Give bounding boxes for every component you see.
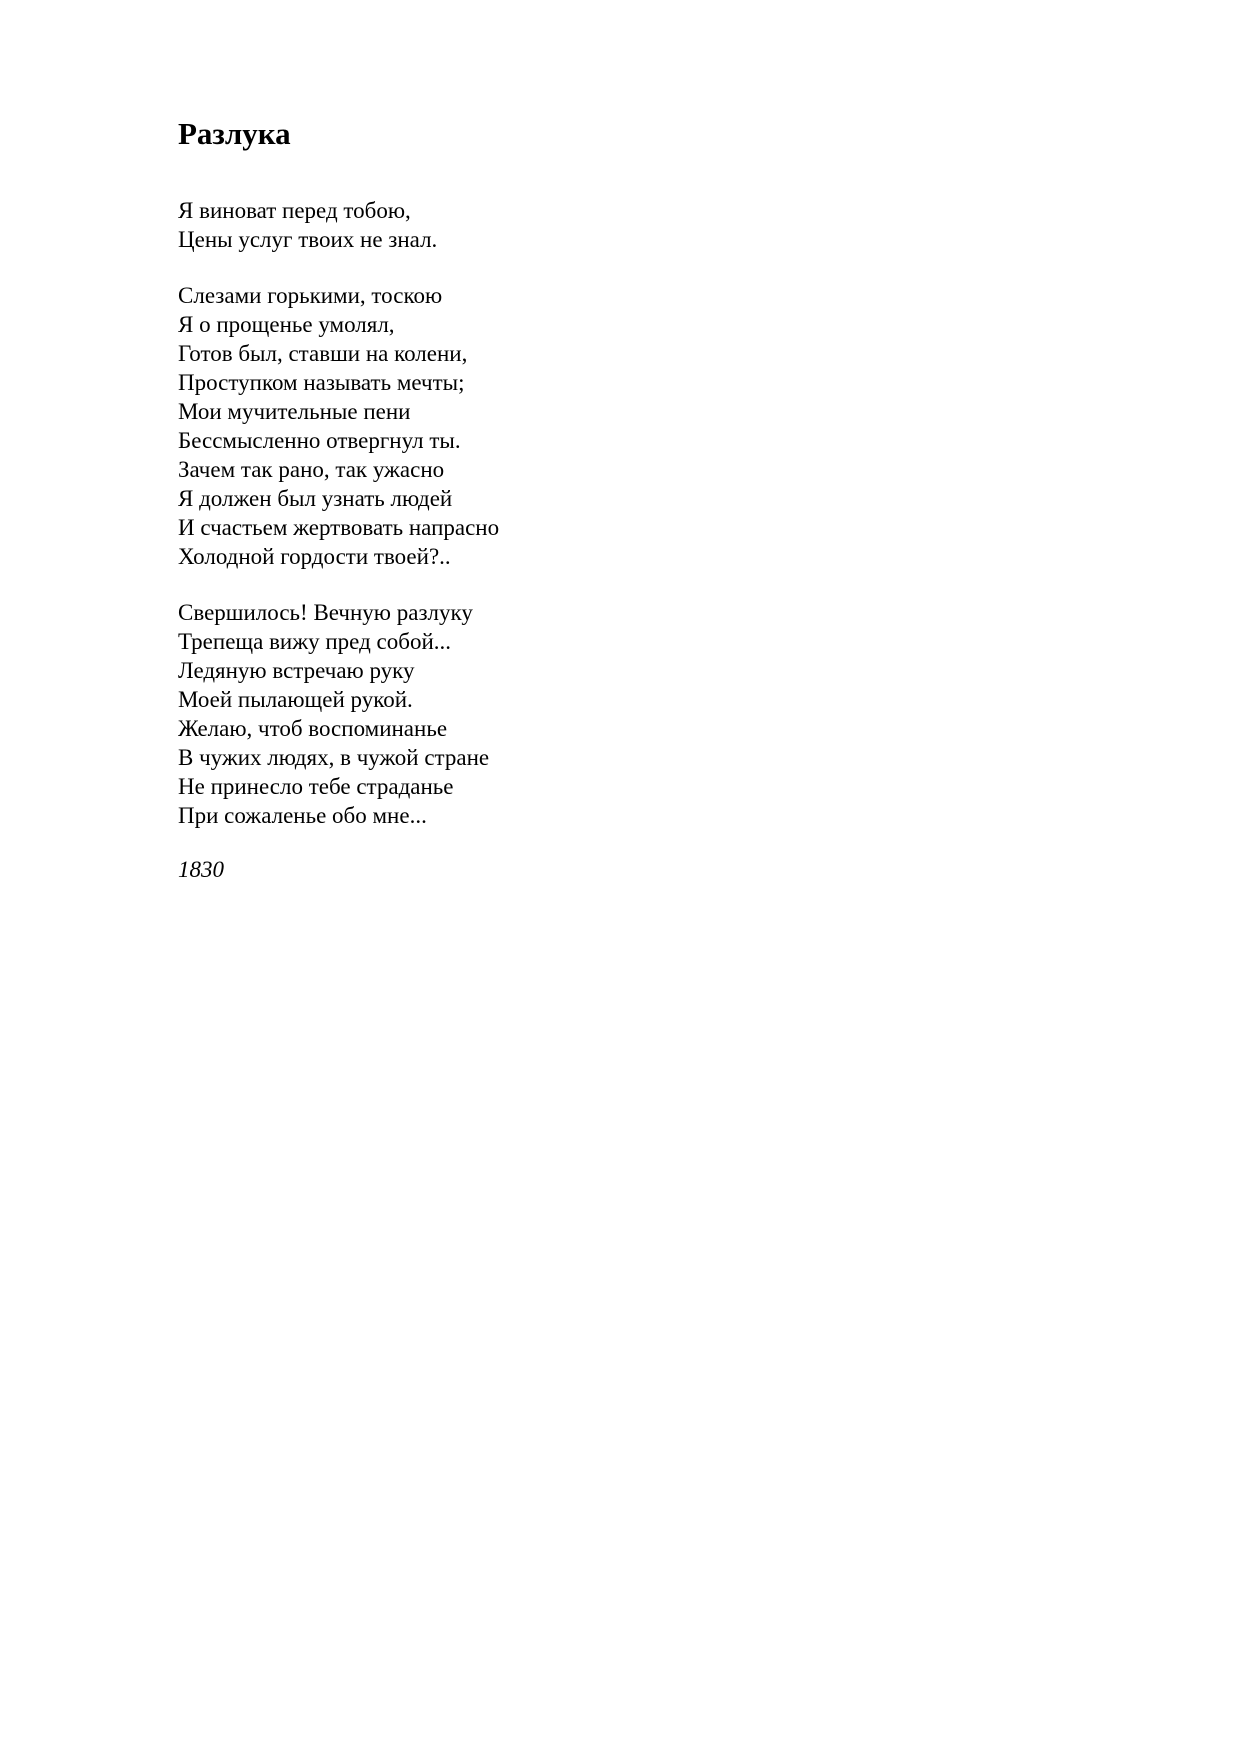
verse-line: Желаю, чтоб воспоминанье	[178, 716, 448, 741]
poem-date: 1830	[178, 857, 224, 882]
verse-line: Не принесло тебе страданье	[178, 774, 454, 799]
verse-line: Зачем так рано, так ужасно	[178, 457, 445, 482]
verse-line: Бессмысленно отвергнул ты.	[178, 428, 461, 453]
verse-line: Готов был, ставши на колени,	[178, 341, 468, 366]
verse-line: В чужих людях, в чужой стране	[178, 745, 490, 770]
verse-line: Я должен был узнать людей	[178, 486, 453, 511]
verse-line: Трепеща вижу пред собой...	[178, 629, 452, 654]
stanza-2	[178, 281, 1078, 571]
verse-line: Проступком называть мечты;	[178, 370, 465, 395]
verse-line: Слезами горькими, тоскою	[178, 283, 443, 308]
verse-line: Ледяную встречаю руку	[178, 658, 415, 683]
stanza-3	[178, 598, 1078, 830]
verse-line: Я о прощенье умолял,	[178, 312, 395, 337]
verse-line: Я виноват перед тобою,	[178, 198, 411, 223]
verse-line: Холодной гордости твоей?..	[178, 544, 451, 569]
verse-line: И счастьем жертвовать напрасно	[178, 515, 500, 540]
verse-line: При сожаленье обо мне...	[178, 803, 427, 828]
verse-line: Мои мучительные пени	[178, 399, 411, 424]
verse-line: Моей пылающей рукой.	[178, 687, 413, 712]
verse-line: Цены услуг твоих не знал.	[178, 227, 438, 252]
verse-line: Свершилось! Вечную разлуку	[178, 600, 473, 625]
poem-title: Разлука	[178, 116, 291, 151]
document-page	[178, 116, 1078, 884]
stanza-1	[178, 196, 1078, 254]
